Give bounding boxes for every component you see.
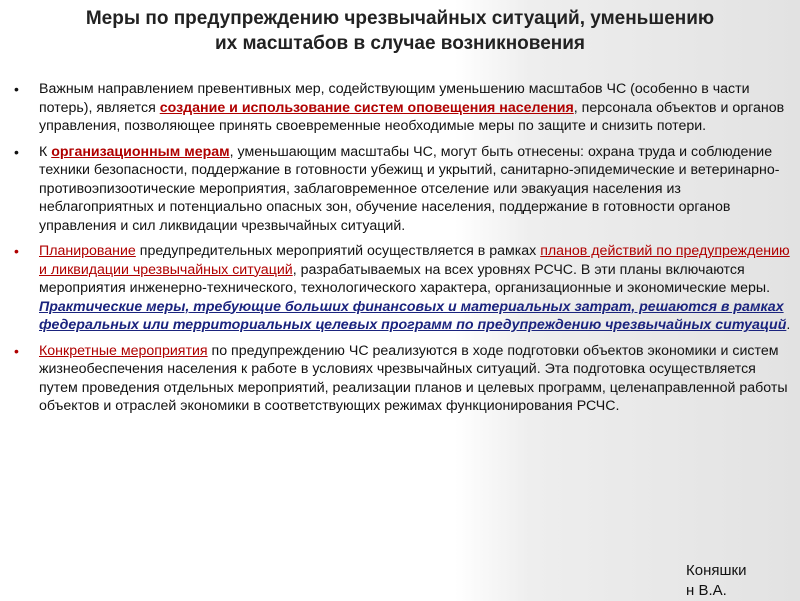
bullet-list [14, 80, 794, 423]
author-credit [686, 561, 746, 601]
highlight-planning: Планирование [39, 243, 136, 259]
bullet-item-planning [14, 242, 794, 335]
bullet-item-specific-measures [14, 342, 794, 416]
bullet-marker: • [14, 81, 19, 97]
bullet-text: . [786, 317, 791, 333]
bullet-marker: • [14, 342, 19, 359]
bullet-text: по предупреждению ЧС реализуются в ходе подготовки объектов экономики и систем жизнеобеспечения населения к работе в условиях чрезвычайных ситуаций. Эта подготовка осуществляется путем проведения отдельных мероприятий, реализации планов и целевых программ, целенаправленной работы объектов и отраслей экономики в соответствующих режимах функционирования РСЧС. [39, 342, 788, 414]
bullet-item-organizational-measures [14, 143, 794, 236]
bullet-text: Важным направлением превентивных мер, содействующим уменьшению масштабов ЧС (особенно в части потерь), является [39, 81, 750, 116]
highlight-organizational-measures: организационным мерам [51, 143, 230, 160]
slide-title [0, 6, 800, 56]
bullet-item-warning-systems [14, 80, 794, 136]
emphasis-practical-measures: Практические меры, требующие больших финансовых и материальных затрат, решаются в рамках федеральных или территориальных целевых программ по предупреждению чрезвычайных ситуаций [39, 298, 787, 333]
title-line-2: их масштабов в случае возникновения [214, 33, 586, 54]
bullet-text: , персонала объектов и органов управления, позволяющее принять своевременные необходимые меры по защите и снизить потери. [39, 99, 785, 134]
author-line-2: н В.А. [686, 582, 727, 599]
highlight-warning-systems: создание и использование систем оповещения населения [159, 99, 574, 116]
bullet-marker: • [14, 243, 19, 259]
bullet-text: предупредительных мероприятий осуществляется в рамках [135, 243, 541, 259]
highlight-action-plans: планов действий по предупреждению и ликвидации чрезвычайных ситуаций [39, 243, 790, 278]
bullet-marker: • [14, 143, 19, 160]
author-line-1: Коняшки [686, 562, 747, 579]
bullet-text: К [39, 143, 52, 160]
highlight-specific-measures: Конкретные мероприятия [39, 342, 208, 359]
bullet-text: , уменьшающим масштабы ЧС, могут быть отнесены: охрана труда и соблюдение техники безопасности, поддержание в готовности убежищ и укрытий, санитарно-эпидемические и ветеринарно-противоэпизоотические мероприятия, заблаговременное отселение или эвакуация населения из неблагоприятных и потенциально опасных зон, обучение населения, поддержание в готовности органов управления и сил ликвидации чрезвычайных ситуаций. [39, 143, 780, 234]
title-line-1: Меры по предупреждению чрезвычайных ситуаций, уменьшению [85, 8, 715, 29]
bullet-text: , разрабатываемых на всех уровнях РСЧС. В эти планы включаются мероприятия инженерно-технического, технологического характера, организационные и экономические меры. [39, 261, 771, 296]
